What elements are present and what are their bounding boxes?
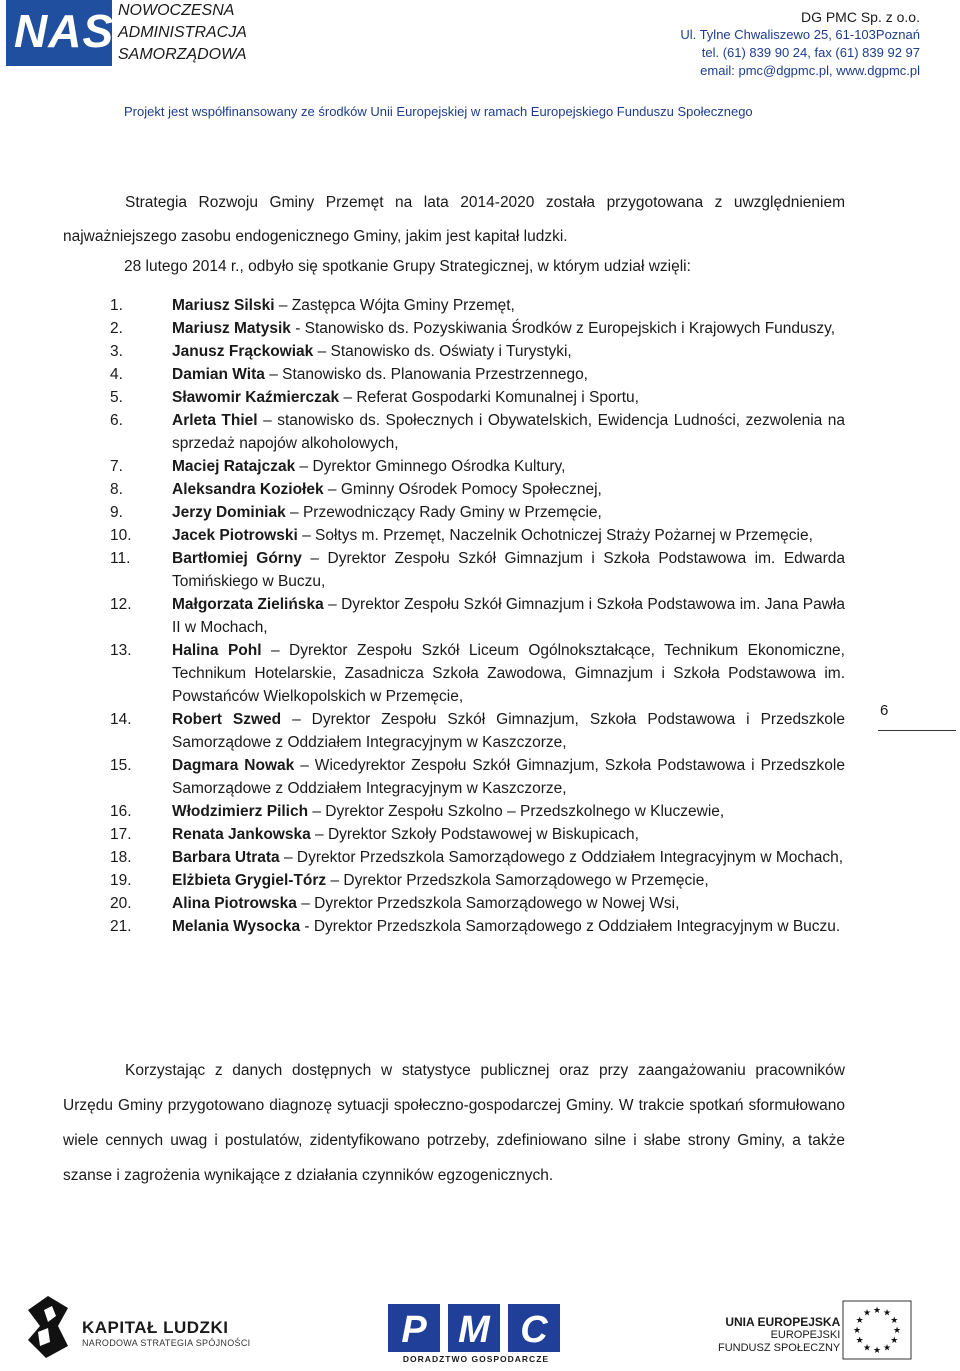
list-item-number: 21. [110,918,132,935]
eu-star-icon: ★ [872,1306,882,1316]
member-name: Halina Pohl [172,642,262,659]
intro-paragraph [63,186,845,254]
member-name: Damian Wita [172,366,265,383]
list-item [110,869,845,892]
list-item-number: 9. [110,504,123,521]
company-email[interactable]: email: pmc@dgpmc.pl, www.dgpmc.pl [700,63,920,78]
list-item [110,915,845,938]
list-item [110,363,845,386]
pmc-letter-m: M [458,1309,490,1351]
member-name: Jacek Piotrowski [172,527,298,544]
list-item-number: 6. [110,412,123,429]
eu-star-icon: ★ [882,1343,892,1354]
logo-word-2: ADMINISTRACJA [118,24,247,41]
member-role: – Dyrektor Przedszkola Samorządowego w Nowej Wsi, [296,895,680,912]
members-list [110,294,845,938]
member-name: Renata Jankowska [172,826,311,843]
list-item [110,593,845,639]
logo-word-3: SAMORZĄDOWA [118,46,247,63]
meeting-line: 28 lutego 2014 r., odbyło się spotkanie Grupy Strategicznej, w którym udział wzięli: [124,258,691,275]
list-item [110,317,845,340]
eu-line3: FUNDUSZ SPOŁECZNY [718,1342,841,1354]
page-number-rule [878,730,956,731]
list-item [110,455,845,478]
company-phone: tel. (61) 839 90 24, fax (61) 839 92 97 [701,45,920,60]
list-item-number: 10. [110,527,132,544]
list-item [110,409,845,455]
eu-star-icon: ★ [862,1343,872,1354]
list-item-number: 7. [110,458,123,475]
pmc-subtitle: DORADZTWO GOSPODARCZE [402,1354,550,1364]
member-name: Małgorzata Zielińska [172,596,324,613]
member-role: - Dyrektor Przedszkola Samorządowego z Oddziałem Integracyjnym w Buczu. [300,918,841,935]
member-name: Elżbieta Grygiel-Tórz [172,872,327,889]
nas-logo-words [118,0,247,66]
member-role: – Sołtys m. Przemęt, Naczelnik Ochotniczej Straży Pożarnej w Przemęcie, [297,527,813,544]
list-item-number: 13. [110,642,132,659]
list-item-number: 16. [110,803,132,820]
member-role: – Dyrektor Zespołu Szkolno – Przedszkolnego w Kluczewie, [308,803,725,820]
eu-flag-icon [842,1300,912,1360]
member-role: – Dyrektor Zespołu Szkół Gimnazjum, Szkoła Podstawowa i Przedszkole Samorządowe z Oddziałem Integracyjnym w Kaszczorze, [172,711,845,751]
eu-text [718,1316,840,1355]
member-role: – Dyrektor Zespołu Szkół Gimnazjum i Szkoła Podstawowa im. Jana Pawła II w Mochach, [172,596,845,636]
pmc-logo [388,1304,564,1364]
eu-star-icon: ★ [872,1346,882,1356]
eu-star-icon: ★ [892,1326,902,1336]
nas-logo-abbr: NAS [14,5,115,57]
nas-logo [6,0,115,66]
member-name: Barbara Utrata [172,849,280,866]
list-item-number: 2. [110,320,123,337]
eu-line2: EUROPEJSKI [770,1329,841,1341]
list-item-number: 17. [110,826,132,843]
member-role: – Przewodniczący Rady Gminy w Przemęcie, [285,504,602,521]
company-name: DG PMC Sp. z o.o. [800,9,920,25]
list-item [110,892,845,915]
project-cofinancing-line: Projekt jest współfinansowany ze środków Unii Europejskiej w ramach Europejskiego Funduszu Społecznego [124,104,753,119]
member-role: – Dyrektor Gminnego Ośrodka Kultury, [295,458,566,475]
member-name: Dagmara Nowak [172,757,295,774]
member-role: – Stanowisko ds. Oświaty i Turystyki, [313,343,572,360]
list-item-number: 1. [110,297,123,314]
logo-word-1: NOWOCZESNA [118,2,235,19]
member-role: – Dyrektor Szkoły Podstawowej w Biskupicach, [310,826,639,843]
eu-star-icon: ★ [882,1308,892,1319]
member-name: Mariusz Matysik [172,320,291,337]
eu-star-icon: ★ [890,1316,899,1326]
list-item [110,708,845,754]
member-role: – Dyrektor Przedszkola Samorządowego w Przemęcie, [326,872,709,889]
member-name: Sławomir Kaźmierczak [172,389,340,406]
list-item-number: 20. [110,895,132,912]
member-role: – Wicedyrektor Zespołu Szkół Gimnazjum, Szkoła Podstawowa i Przedszkole Samorządowe z Oddziałem Integracyjnym w Kaszczorze, [172,757,845,797]
member-name: Melania Wysocka [172,918,301,935]
kl-subtitle: NARODOWA STRATEGIA SPÓJNOŚCI [82,1338,251,1348]
list-item [110,386,845,409]
list-item-number: 5. [110,389,123,406]
eu-star-icon: ★ [855,1336,864,1346]
member-role: – Dyrektor Zespołu Szkół Gimnazjum i Szkoła Podstawowa im. Edwarda Tomińskiego w Buczu, [172,550,845,590]
kapital-ludzki-icon [28,1296,68,1358]
member-role: – Dyrektor Zespołu Szkół Liceum Ogólnokształcące, Technikum Ekonomiczne, Technikum Hotelarskie, Zasadnicza Szkoła Zawodowa, Gimnazjum i Szkoła Podstawowa im. Powstańców Wielkopolskich w Przemęcie, [172,642,845,705]
list-item-number: 8. [110,481,123,498]
list-item [110,478,845,501]
list-item-number: 4. [110,366,123,383]
member-name: Włodzimierz Pilich [172,803,309,820]
list-item [110,547,845,593]
list-item [110,639,845,708]
member-name: Robert Szwed [172,711,282,728]
list-item-number: 11. [110,550,131,567]
pmc-letter-p: P [401,1309,427,1351]
list-item-number: 14. [110,711,132,728]
member-role: – Gminny Ośrodek Pomocy Społecznej, [323,481,602,498]
member-name: Jerzy Dominiak [172,504,286,521]
member-name: Alina Piotrowska [172,895,297,912]
closing-paragraph [63,1053,845,1193]
member-name: Maciej Ratajczak [172,458,296,475]
kl-title: KAPITAŁ LUDZKI [82,1318,229,1337]
page-number: 6 [880,702,889,719]
eu-star-icon: ★ [852,1326,862,1336]
closing-text: Korzystając z danych dostępnych w statystyce publicznej oraz przy zaangażowaniu pracowników Urzędu Gminy przygotowano diagnozę sytuacji społeczno-gospodarczej Gminy. W trakcie spotkań sformułowano wiele cennych uwag i postulatów, zidentyfikowano potrzeby, zdefiniowano silne i słabe strony Gminy, a także szanse i zagrożenia wynikające z działania czynników egzogenicznych. [63,1062,845,1184]
eu-title: UNIA EUROPEJSKA [725,1315,841,1329]
member-name: Arleta Thiel [172,412,258,429]
member-role: – stanowisko ds. Społecznych i Obywatelskich, Ewidencja Ludności, zezwolenia na sprzedaż napojów alkoholowych, [172,412,845,452]
contact-block [680,8,920,80]
eu-star-icon: ★ [862,1308,872,1319]
eu-star-icon: ★ [855,1316,864,1326]
member-name: Aleksandra Koziołek [172,481,324,498]
list-item [110,800,845,823]
list-item [110,846,845,869]
member-role: – Referat Gospodarki Komunalnej i Sportu, [339,389,639,406]
intro-text: Strategia Rozwoju Gminy Przemęt na lata 2014-2020 została przygotowana z uwzględnieniem najważniejszego zasobu endogenicznego Gminy, jakim jest kapitał ludzki. [63,194,845,245]
list-item [110,524,845,547]
list-item-number: 15. [110,757,132,774]
company-address: Ul. Tylne Chwaliszewo 25, 61-103Poznań [680,27,920,42]
list-item [110,823,845,846]
list-item [110,754,845,800]
member-name: Bartłomiej Górny [172,550,302,567]
pmc-letter-c: C [520,1309,548,1351]
list-item-number: 18. [110,849,132,866]
member-role: – Zastępca Wójta Gminy Przemęt, [274,297,515,314]
member-role: – Dyrektor Przedszkola Samorządowego z Oddziałem Integracyjnym w Mochach, [279,849,844,866]
list-item [110,294,845,317]
list-item [110,340,845,363]
member-name: Janusz Frąckowiak [172,343,314,360]
list-item [110,501,845,524]
list-item-number: 19. [110,872,132,889]
list-item-number: 3. [110,343,123,360]
member-role: – Stanowisko ds. Planowania Przestrzennego, [264,366,588,383]
member-name: Mariusz Silski [172,297,275,314]
eu-star-icon: ★ [890,1336,899,1346]
kapital-ludzki-logo [82,1318,250,1348]
list-item-number: 12. [110,596,132,613]
member-role: - Stanowisko ds. Pozyskiwania Środków z Europejskich i Krajowych Funduszy, [290,320,836,337]
